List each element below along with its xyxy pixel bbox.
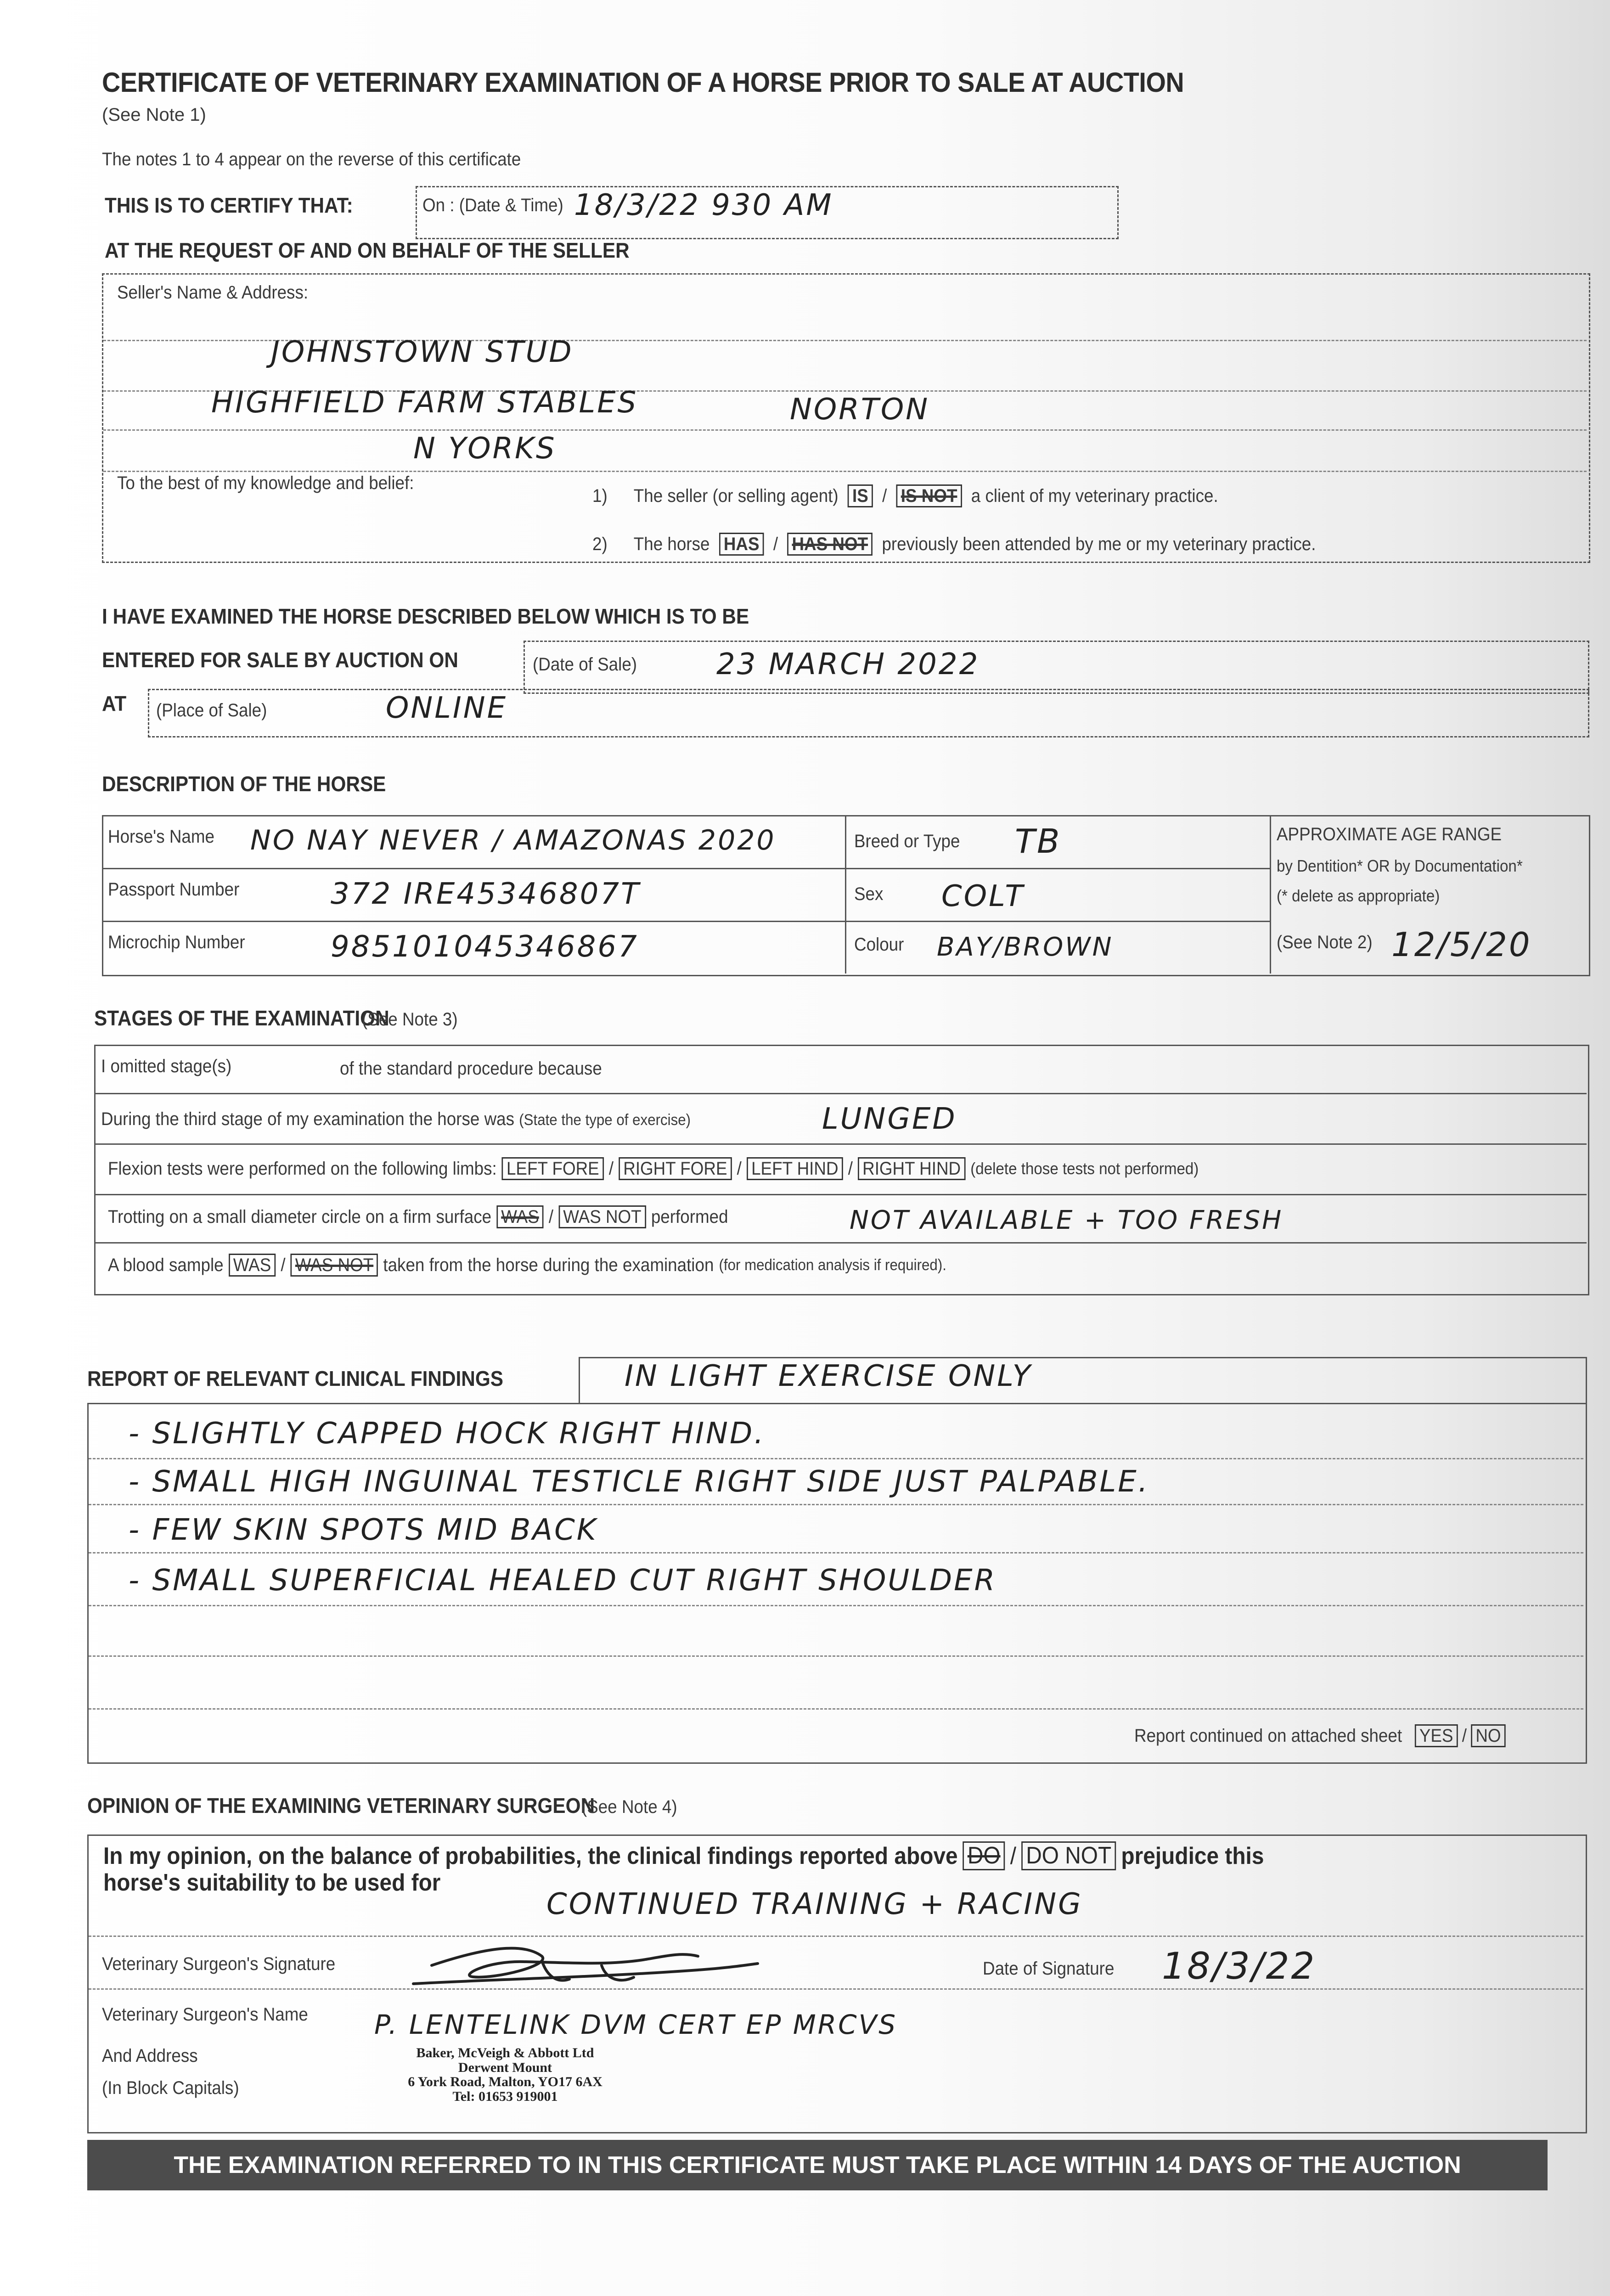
- report-line-1: [89, 1458, 1583, 1459]
- on-date-label: On : (Date & Time): [422, 195, 563, 215]
- horse-name-value[interactable]: NO NAY NEVER / AMAZONAS 2020: [250, 824, 776, 856]
- stages-row-divider-3: [94, 1194, 1587, 1195]
- opinion-see-note-4: (See Note 4): [581, 1797, 677, 1817]
- exam-datetime-value[interactable]: 18/3/22 930 AM: [574, 188, 833, 222]
- practice-stamp: [381, 2046, 629, 2104]
- trotting-was-not-option[interactable]: WAS NOT: [558, 1205, 646, 1228]
- opinion-do-not-option[interactable]: DO NOT: [1021, 1841, 1116, 1870]
- attended-question-text: The horse: [633, 534, 710, 554]
- notes-line: The notes 1 to 4 appear on the reverse of this certificate: [102, 149, 521, 169]
- age-range-note: (* delete as appropriate): [1277, 886, 1440, 905]
- report-finding-1[interactable]: - SLIGHTLY CAPPED HOCK RIGHT HIND.: [129, 1417, 766, 1451]
- flexion-sep-1: /: [608, 1158, 614, 1179]
- report-finding-3[interactable]: - FEW SKIN SPOTS MID BACK: [129, 1513, 598, 1547]
- report-line-4: [89, 1605, 1583, 1606]
- opinion-do-option[interactable]: DO: [963, 1841, 1005, 1870]
- flexion-left-fore[interactable]: LEFT FORE: [502, 1157, 604, 1180]
- description-heading: DESCRIPTION OF THE HORSE: [102, 772, 386, 796]
- report-line-5: [89, 1655, 1583, 1657]
- sale-date-label: (Date of Sale): [533, 654, 637, 675]
- trotting-row: [108, 1205, 728, 1228]
- seller-line-4: [103, 471, 1587, 472]
- horse-name-label: Horse's Name: [108, 827, 214, 847]
- stamp-town: 6 York Road, Malton, YO17 6AX: [408, 2074, 602, 2089]
- description-col-divider-2: [1270, 815, 1271, 974]
- description-row-divider-1: [102, 868, 1271, 869]
- omitted-stages-because: of the standard procedure because: [340, 1058, 602, 1079]
- examined-line1: I HAVE EXAMINED THE HORSE DESCRIBED BELOW WHICH IS TO BE: [102, 604, 749, 628]
- flexion-label: Flexion tests were performed on the following limbs:: [108, 1158, 497, 1179]
- sale-date-value[interactable]: 23 MARCH 2022: [716, 647, 980, 681]
- opinion-use-value[interactable]: CONTINUED TRAINING + RACING: [546, 1887, 1083, 1921]
- blood-row: [108, 1254, 946, 1277]
- signature-date-value[interactable]: 18/3/22: [1162, 1945, 1317, 1987]
- seller-address-county[interactable]: N YORKS: [413, 432, 557, 466]
- seller-name-value[interactable]: JOHNSTOWN STUD: [271, 335, 574, 369]
- sale-place-label: (Place of Sale): [156, 700, 267, 720]
- signature-scribble: [404, 1933, 781, 2002]
- report-line-6: [89, 1708, 1583, 1710]
- client-is-not-option[interactable]: IS NOT: [896, 484, 962, 507]
- age-range-heading: APPROXIMATE AGE RANGE: [1277, 824, 1502, 844]
- trotting-sep: /: [548, 1206, 554, 1227]
- breed-value[interactable]: TB: [1015, 822, 1062, 861]
- passport-label: Passport Number: [108, 879, 240, 900]
- omitted-stages-label: I omitted stage(s): [101, 1056, 232, 1076]
- flexion-right-hind[interactable]: RIGHT HIND: [858, 1157, 965, 1180]
- opinion-line-2: [89, 1988, 1583, 1990]
- microchip-label: Microchip Number: [108, 932, 245, 952]
- report-line-3: [89, 1552, 1583, 1553]
- blood-note: (for medication analysis if required).: [719, 1256, 946, 1274]
- signature-date-label: Date of Signature: [983, 1958, 1115, 1979]
- report-heading: REPORT OF RELEVANT CLINICAL FINDINGS: [87, 1367, 503, 1390]
- opinion-text-3: horse's suitability to be used for: [103, 1869, 441, 1896]
- seller-request-heading: AT THE REQUEST OF AND ON BEHALF OF THE SELLER: [105, 238, 630, 262]
- sale-place-box: [148, 689, 1589, 737]
- client-sep: /: [882, 485, 887, 506]
- stages-row-divider-2: [94, 1143, 1587, 1145]
- opinion-heading: OPINION OF THE EXAMINING VETERINARY SURGEON: [87, 1794, 595, 1818]
- flexion-left-hind[interactable]: LEFT HIND: [747, 1157, 843, 1180]
- footer-text: THE EXAMINATION REFERRED TO IN THIS CERTIFICATE MUST TAKE PLACE WITHIN 14 DAYS OF THE AUCTION: [174, 2152, 1461, 2178]
- sale-date-box: [524, 641, 1589, 694]
- opinion-statement-row: [103, 1841, 1264, 1870]
- opinion-sep: /: [1010, 1842, 1017, 1869]
- attended-question-end: previously been attended by me or my veterinary practice.: [882, 534, 1316, 554]
- opinion-heading-row: [87, 1793, 685, 1818]
- report-continued-no[interactable]: NO: [1471, 1724, 1505, 1747]
- blood-was-not-option[interactable]: WAS NOT: [291, 1254, 378, 1277]
- blood-label: A blood sample: [108, 1255, 224, 1275]
- surgeon-name-label: Veterinary Surgeon's Name: [102, 2004, 308, 2025]
- client-question-end: a client of my veterinary practice.: [971, 485, 1218, 506]
- breed-label: Breed or Type: [854, 831, 960, 851]
- stages-heading: STAGES OF THE EXAMINATION: [94, 1006, 389, 1030]
- trotting-label: Trotting on a small diameter circle on a firm surface: [108, 1206, 492, 1227]
- opinion-line-1: [89, 1936, 1583, 1937]
- attended-has-option[interactable]: HAS: [719, 533, 764, 556]
- report-finding-4[interactable]: - SMALL SUPERFICIAL HEALED CUT RIGHT SHOULDER: [129, 1564, 997, 1598]
- flexion-sep-3: /: [848, 1158, 853, 1179]
- stages-row-divider-1: [94, 1093, 1587, 1094]
- sex-value[interactable]: COLT: [941, 879, 1025, 913]
- stamp-street: Derwent Mount: [458, 2060, 552, 2075]
- examined-line2: ENTERED FOR SALE BY AUCTION ON: [102, 648, 458, 672]
- surgeon-name-value[interactable]: P. LENTELINK DVM CERT EP MRCVS: [374, 2009, 898, 2040]
- blood-taken: taken from the horse during the examination: [383, 1255, 714, 1275]
- age-see-note-2: (See Note 2): [1277, 932, 1373, 952]
- report-continued-sep: /: [1462, 1725, 1467, 1746]
- signature-label: Veterinary Surgeon's Signature: [102, 1954, 336, 1974]
- stages-heading-row: [94, 1006, 466, 1030]
- stages-see-note-3: (See Note 3): [362, 1009, 458, 1030]
- client-is-option[interactable]: IS: [848, 484, 873, 507]
- footer-banner: [87, 2140, 1548, 2190]
- blood-was-option[interactable]: WAS: [229, 1254, 276, 1277]
- flexion-right-fore[interactable]: RIGHT FORE: [619, 1157, 732, 1180]
- block-capitals-label: (In Block Capitals): [102, 2078, 239, 2098]
- client-question-num: 1): [592, 485, 608, 506]
- knowledge-label: To the best of my knowledge and belief:: [117, 473, 414, 493]
- third-stage-value[interactable]: LUNGED: [822, 1102, 957, 1136]
- certificate-title: CERTIFICATE OF VETERINARY EXAMINATION OF A HORSE PRIOR TO SALE AT AUCTION: [102, 67, 1184, 98]
- blood-sep: /: [281, 1255, 286, 1275]
- client-question: [592, 484, 1218, 507]
- flexion-row: [108, 1157, 1199, 1180]
- see-note-1: (See Note 1): [102, 105, 206, 125]
- flexion-sep-2: /: [737, 1158, 742, 1179]
- description-col-divider-1: [845, 815, 846, 974]
- colour-value[interactable]: BAY/BROWN: [937, 932, 1114, 962]
- sale-place-value[interactable]: ONLINE: [386, 691, 508, 725]
- report-continued-label: Report continued on attached sheet: [1134, 1725, 1402, 1746]
- trotting-reason-value[interactable]: NOT AVAILABLE + TOO FRESH: [850, 1205, 1283, 1235]
- seller-address-line1[interactable]: HIGHFIELD FARM STABLES: [211, 386, 638, 420]
- description-row-divider-2: [102, 921, 1271, 922]
- colour-label: Colour: [854, 934, 904, 955]
- sex-label: Sex: [854, 884, 884, 904]
- passport-value[interactable]: 372 IRE45346807T: [331, 877, 641, 911]
- report-finding-2[interactable]: - SMALL HIGH INGUINAL TESTICLE RIGHT SIDE JUST PALPABLE.: [129, 1465, 1149, 1499]
- attended-question-num: 2): [592, 534, 608, 554]
- seller-address-town[interactable]: NORTON: [790, 393, 930, 427]
- seller-name-label: Seller's Name & Address:: [117, 282, 309, 303]
- age-range-method: by Dentition* OR by Documentation*: [1277, 856, 1523, 875]
- stamp-phone: Tel: 01653 919001: [452, 2088, 558, 2104]
- seller-line-3: [103, 429, 1587, 431]
- opinion-text-1: In my opinion, on the balance of probabilities, the clinical findings reported above: [103, 1842, 958, 1869]
- trotting-performed: performed: [651, 1206, 728, 1227]
- report-continued-row: [1134, 1724, 1506, 1747]
- client-question-text: The seller (or selling agent): [633, 485, 839, 506]
- stages-row-divider-4: [94, 1242, 1587, 1244]
- stamp-practice-name: Baker, McVeigh & Abbott Ltd: [416, 2045, 594, 2060]
- sale-at-label: AT: [102, 692, 127, 715]
- opinion-text-2: prejudice this: [1121, 1842, 1264, 1869]
- microchip-value[interactable]: 985101045346867: [331, 930, 639, 964]
- trotting-was-option[interactable]: WAS: [496, 1205, 544, 1228]
- report-line-2: [89, 1504, 1583, 1505]
- flexion-note: (delete those tests not performed): [970, 1159, 1199, 1178]
- report-finding-0[interactable]: IN LIGHT EXERCISE ONLY: [625, 1359, 1032, 1393]
- attended-question: [592, 533, 1316, 556]
- certify-label: THIS IS TO CERTIFY THAT:: [105, 193, 353, 217]
- third-stage-row: [101, 1109, 691, 1130]
- attended-has-not-option[interactable]: HAS NOT: [787, 533, 873, 556]
- attended-sep: /: [773, 534, 778, 554]
- address-label: And Address: [102, 2046, 198, 2066]
- age-value[interactable]: 12/5/20: [1391, 925, 1532, 964]
- third-stage-label: During the third stage of my examination the horse was: [101, 1109, 515, 1129]
- report-continued-yes[interactable]: YES: [1415, 1724, 1458, 1747]
- third-stage-hint: (State the type of exercise): [519, 1111, 691, 1129]
